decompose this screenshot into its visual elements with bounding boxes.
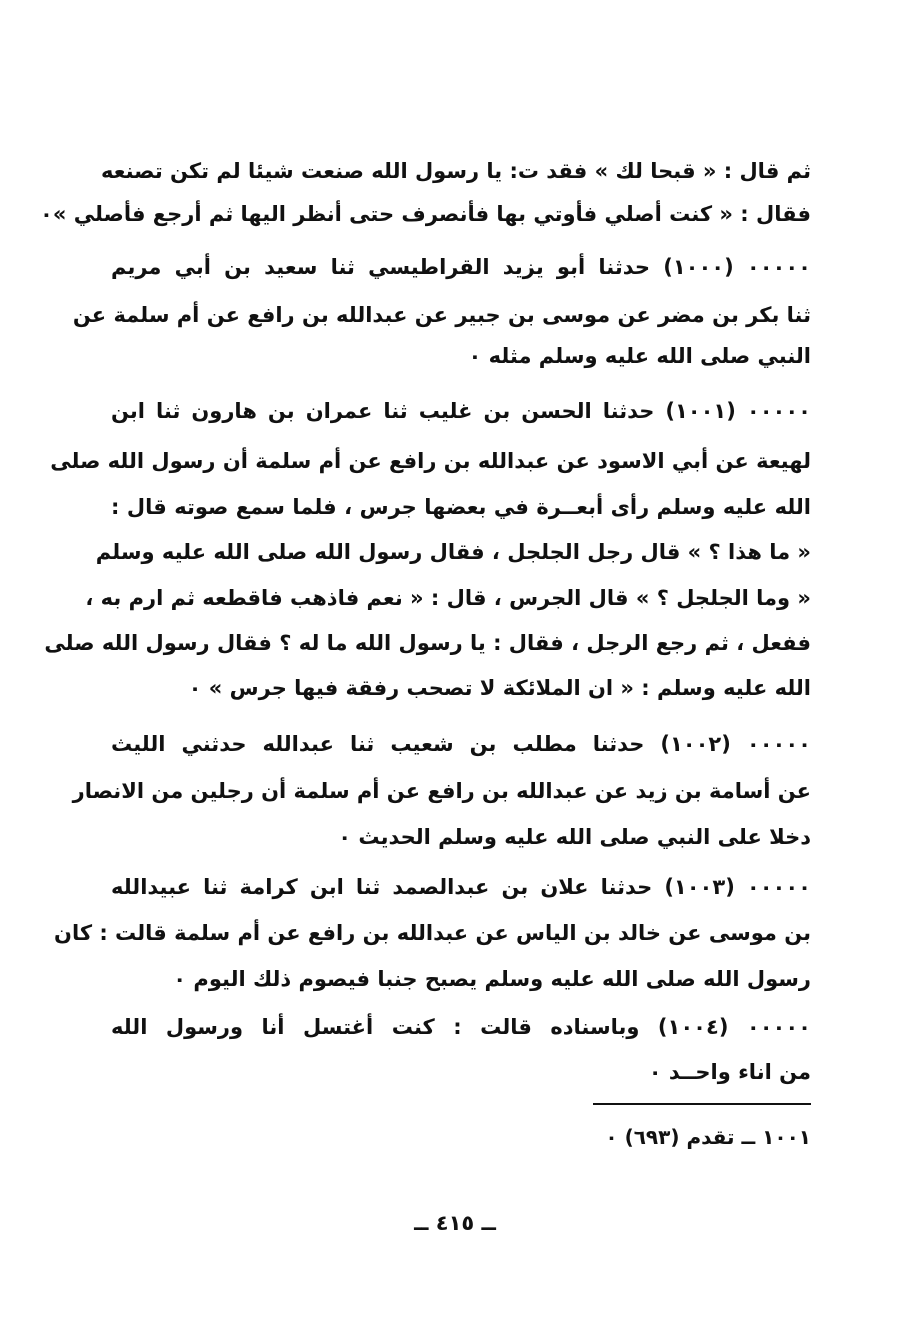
text-line-8: الله عليه وسلم رأى أبعــرة في بعضها جرس ، فلما سمع صوته قال : — [111, 495, 811, 519]
text-line-6: ٠٠٠٠٠ (١٠٠١) حدثنا الحسن بن غليب ثنا عمران بن هارون ثنا ابن — [111, 399, 811, 423]
text-line-17: بن موسى عن خالد بن الياس عن عبدالله بن رافع عن أم سلمة قالت : كان — [54, 921, 811, 945]
text-line-4: ثنا بكر بن مضر عن موسى بن جبير عن عبدالله بن رافع عن أم سلمة عن — [72, 303, 811, 327]
text-line-2: فقال : « كنت أصلي فأوتي بها فأنصرف حتى أنظر اليها ثم أرجع فأصلي »٠ — [40, 202, 811, 226]
text-line-10: « وما الجلجل ؟ » قال الجرس ، قال : « نعم فاذهب فاقطعه ثم ارم به ، — [85, 586, 811, 610]
page-number: ــ ٤١٥ ــ — [414, 1211, 496, 1235]
text-line-5: النبي صلى الله عليه وسلم مثله ٠ — [468, 344, 811, 368]
text-line-11: ففعل ، ثم رجع الرجل ، فقال : يا رسول الله ما له ؟ فقال رسول الله صلى — [44, 631, 811, 655]
text-line-9: « ما هذا ؟ » قال رجل الجلجل ، فقال رسول الله صلى الله عليه وسلم — [95, 540, 811, 564]
footnote: ١٠٠١ ــ تقدم (٦٩٣) ٠ — [605, 1125, 811, 1149]
footnote-divider — [593, 1103, 811, 1105]
text-line-15: دخلا على النبي صلى الله عليه وسلم الحديث ٠ — [338, 825, 811, 849]
text-line-14: عن أسامة بن زيد عن عبدالله بن رافع عن أم سلمة أن رجلين من الانصار — [72, 779, 811, 803]
text-line-3: ٠٠٠٠٠ (١٠٠٠) حدثنا أبو يزيد القراطيسي ثنا سعيد بن أبي مريم — [111, 255, 811, 279]
text-line-19: ٠٠٠٠٠ (١٠٠٤) وباسناده قالت : كنت أغتسل أنا ورسول الله — [111, 1015, 811, 1039]
text-line-7: لهيعة عن أبي الاسود عن عبدالله بن رافع عن أم سلمة أن رسول الله صلى — [50, 449, 811, 473]
text-line-18: رسول الله صلى الله عليه وسلم يصبح جنبا فيصوم ذلك اليوم ٠ — [173, 967, 811, 991]
text-line-20: من اناء واحــد ٠ — [648, 1060, 811, 1084]
text-line-12: الله عليه وسلم : « ان الملائكة لا تصحب رفقة فيها جرس » ٠ — [188, 676, 811, 700]
text-line-16: ٠٠٠٠٠ (١٠٠٣) حدثنا علان بن عبدالصمد ثنا ابن كرامة ثنا عبيدالله — [111, 875, 811, 899]
text-line-1: ثم قال : « قبحا لك » فقد ت: يا رسول الله صنعت شيئا لم تكن تصنعه — [100, 159, 811, 183]
text-line-13: ٠٠٠٠٠ (١٠٠٢) حدثنا مطلب بن شعيب ثنا عبدالله حدثني الليث — [111, 732, 811, 756]
